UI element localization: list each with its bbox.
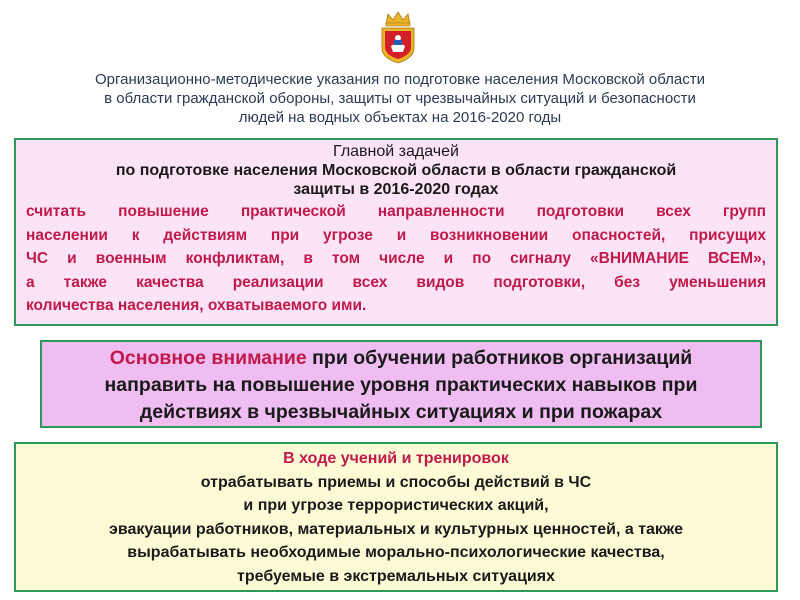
exercises-title: В ходе учений и тренировок bbox=[283, 450, 509, 467]
focus-line-rest: при обучении работников организаций bbox=[306, 347, 693, 369]
focus-box bbox=[40, 340, 762, 428]
document-header bbox=[10, 70, 790, 127]
main-task-box bbox=[14, 138, 778, 326]
main-task-body-line: населении к действиям при угрозе и возникновении опасностей, присущих bbox=[26, 226, 766, 244]
focus-line bbox=[48, 345, 754, 372]
exercises-box bbox=[14, 442, 778, 592]
header-line: людей на водных объектах на 2016-2020 годы bbox=[238, 109, 562, 126]
main-task-title-line: по подготовке населения Московской области в области гражданской bbox=[115, 162, 677, 179]
exercises-line: и при угрозе террористических акций, bbox=[243, 497, 549, 514]
focus-accent: Основное внимание bbox=[109, 347, 307, 369]
main-task-body-line: а также качества реализации всех видов подготовки, без уменьшения bbox=[26, 273, 766, 291]
main-task-body-line: считать повышение практической направленности подготовки всех групп bbox=[26, 203, 766, 220]
focus-line: действиях в чрезвычайных ситуациях и при пожарах bbox=[139, 401, 663, 423]
main-task-body bbox=[26, 200, 766, 318]
focus-line: направить на повышение уровня практических навыков при bbox=[104, 374, 698, 396]
moscow-region-coat-of-arms-icon bbox=[378, 10, 418, 64]
header-line: Организационно-методические указания по подготовке населения Московской области bbox=[95, 71, 705, 88]
exercises-line: эвакуации работников, материальных и культурных ценностей, а также bbox=[109, 520, 683, 538]
main-task-title-line: защиты в 2016-2020 годах bbox=[293, 181, 499, 198]
main-task-body-line: ЧС и военным конфликтам, в том числе и по сигналу «ВНИМАНИЕ ВСЕМ», bbox=[26, 250, 766, 267]
exercises-line: вырабатывать необходимые морально-психологические качества, bbox=[127, 544, 665, 561]
main-task-title bbox=[26, 142, 766, 199]
exercises-line: требуемые в экстремальных ситуациях bbox=[237, 567, 555, 585]
main-task-body-line: количества населения, охватываемого ими. bbox=[26, 297, 367, 314]
header-line: в области гражданской обороны, защиты от чрезвычайных ситуаций и безопасности bbox=[104, 90, 696, 107]
main-task-title-line: Главной задачей bbox=[333, 143, 459, 160]
exercises-line: отрабатывать приемы и способы действий в ЧС bbox=[200, 473, 592, 491]
